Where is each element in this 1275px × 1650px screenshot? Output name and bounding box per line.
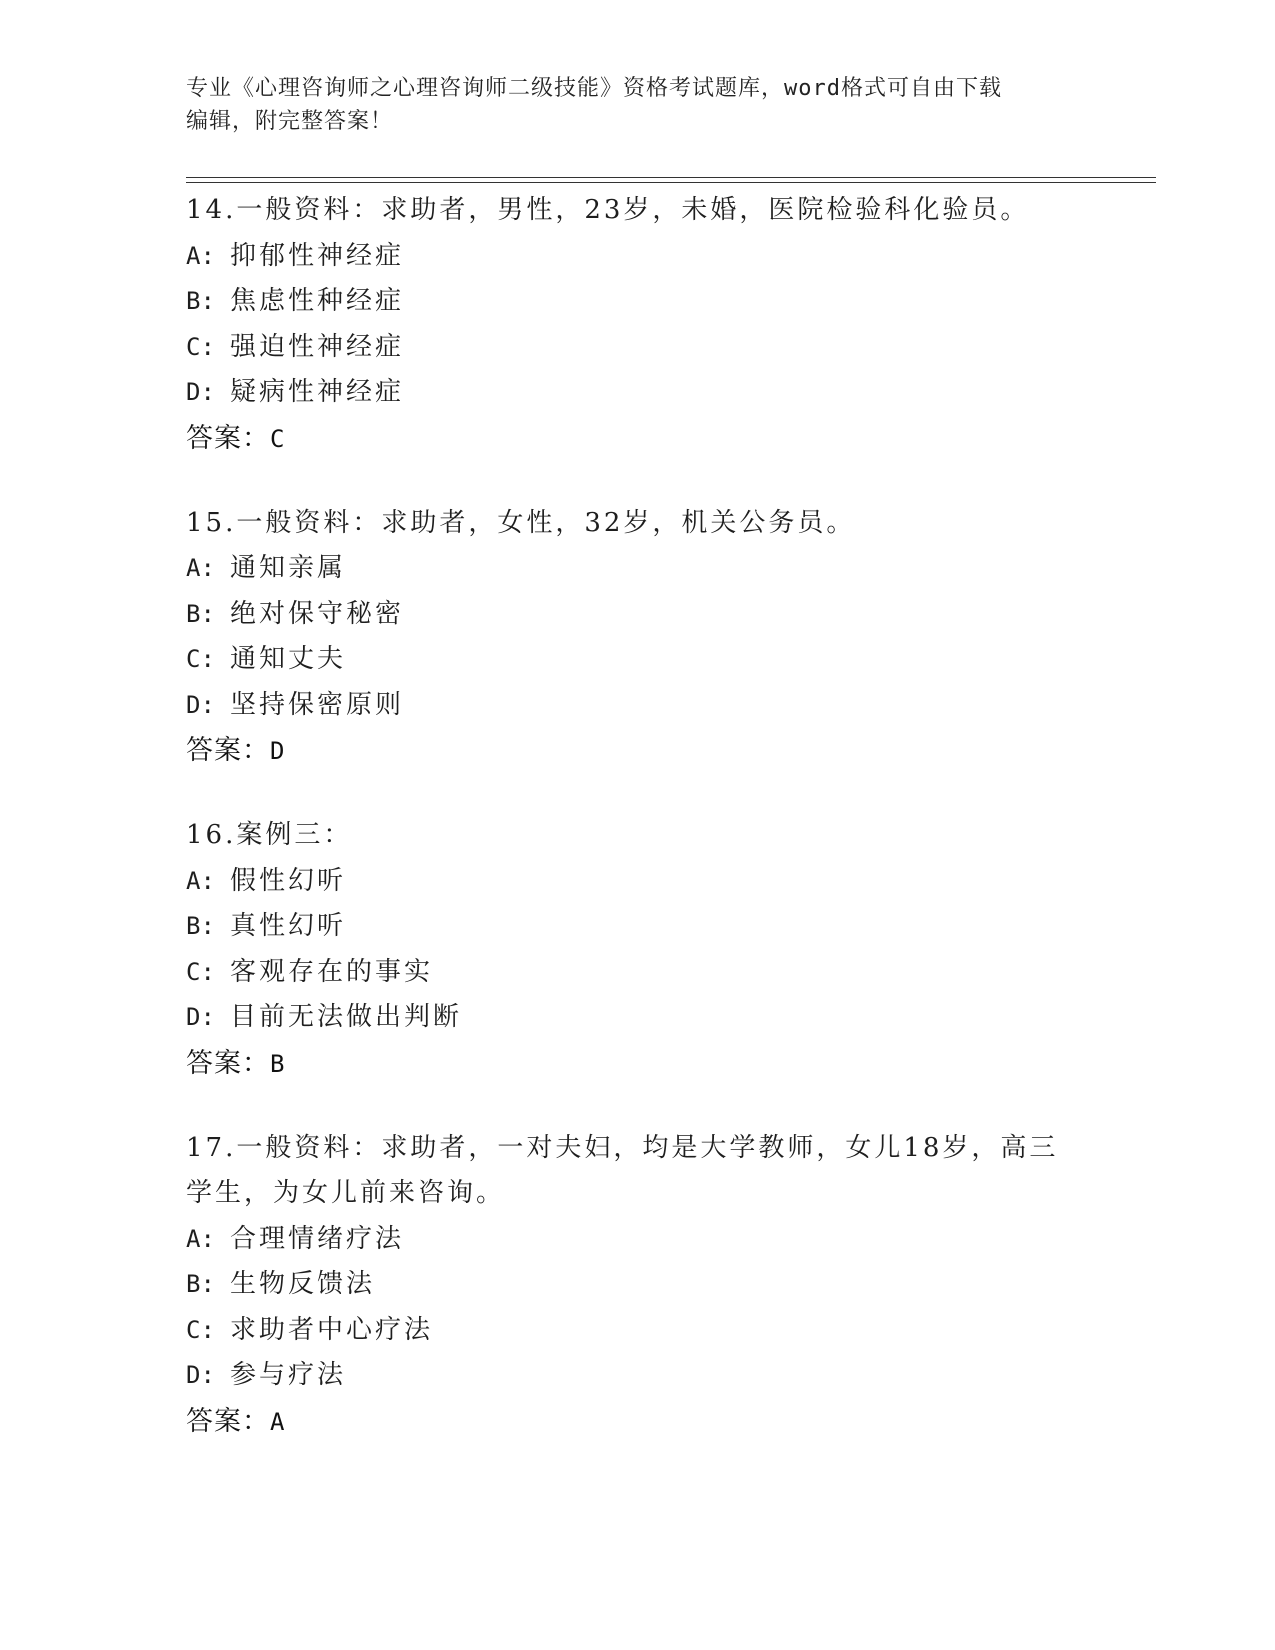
option-letter: B: <box>186 287 215 315</box>
option-letter: D: <box>186 1361 215 1389</box>
option-c <box>186 1308 1086 1354</box>
option-text: 目前无法做出判断 <box>230 1002 463 1032</box>
option-text: 通知丈夫 <box>230 644 347 674</box>
option-letter: C: <box>186 645 215 673</box>
answer-label: 答案： <box>186 1047 270 1079</box>
question-stem: 16.案例三： <box>186 820 353 850</box>
option-a <box>186 1217 1086 1263</box>
question-15 <box>186 501 1086 775</box>
answer-value: C <box>270 424 286 453</box>
option-text: 合理情绪疗法 <box>230 1223 405 1254</box>
option-letter: C: <box>186 957 215 986</box>
option-b <box>186 1262 1086 1308</box>
option-text: 抑郁性神经症 <box>230 240 405 271</box>
option-text: 绝对保守秘密 <box>230 598 405 629</box>
option-text: 生物反馈法 <box>230 1269 376 1299</box>
option-letter: B: <box>186 1270 215 1298</box>
option-text: 假性幻听 <box>230 865 347 896</box>
question-14 <box>186 188 1086 462</box>
answer-line <box>186 1399 1086 1445</box>
question-stem: 15.一般资料：求助者，女性，32岁，机关公务员。 <box>186 507 856 538</box>
header-divider-top <box>186 177 1156 178</box>
option-b <box>186 592 1086 638</box>
option-d <box>186 1353 1086 1399</box>
answer-line <box>186 416 1086 462</box>
option-c <box>186 325 1086 371</box>
option-c <box>186 950 1086 996</box>
option-a <box>186 859 1086 905</box>
question-list <box>186 188 1086 1484</box>
header-divider-bottom <box>186 182 1156 183</box>
option-letter: A: <box>186 241 215 270</box>
option-letter: A: <box>186 866 215 895</box>
header-line-2: 编辑，附完整答案！ <box>186 109 394 134</box>
option-letter: B: <box>186 912 215 940</box>
option-d <box>186 683 1086 729</box>
option-text: 坚持保密原则 <box>230 689 405 720</box>
answer-value: D <box>270 737 286 765</box>
answer-line <box>186 1041 1086 1087</box>
option-text: 客观存在的事实 <box>230 956 434 987</box>
option-d <box>186 995 1086 1041</box>
option-letter: D: <box>186 1003 215 1031</box>
option-letter: A: <box>186 1224 215 1253</box>
option-text: 通知亲属 <box>230 553 347 583</box>
option-c <box>186 637 1086 683</box>
answer-line <box>186 728 1086 774</box>
answer-label: 答案： <box>186 422 270 454</box>
option-letter: D: <box>186 378 215 406</box>
question-stem: 14.一般资料：求助者，男性，23岁，未婚，医院检验科化验员。 <box>186 195 1030 225</box>
answer-label: 答案： <box>186 735 270 766</box>
option-letter: A: <box>186 554 215 582</box>
option-text: 焦虑性种经症 <box>230 286 405 316</box>
option-letter: C: <box>186 1315 215 1344</box>
option-a <box>186 546 1086 592</box>
question-16 <box>186 813 1086 1087</box>
option-d <box>186 370 1086 416</box>
option-text: 真性幻听 <box>230 911 347 941</box>
option-letter: B: <box>186 599 215 628</box>
header-line-1: 专业《心理咨询师之心理咨询师二级技能》资格考试题库，word格式可自由下载 <box>186 76 1002 101</box>
option-text: 参与疗法 <box>230 1360 347 1390</box>
option-a <box>186 234 1086 280</box>
option-text: 求助者中心疗法 <box>230 1314 434 1345</box>
option-letter: D: <box>186 690 215 719</box>
option-text: 疑病性神经症 <box>230 377 405 407</box>
option-b <box>186 904 1086 950</box>
option-b <box>186 279 1086 325</box>
answer-label: 答案： <box>186 1405 270 1437</box>
option-letter: C: <box>186 332 215 361</box>
answer-value: A <box>270 1407 286 1436</box>
question-stem: 17.一般资料：求助者，一对夫妇，均是大学教师，女儿18岁，高三 学生，为女儿前来咨询。 <box>186 1132 1059 1208</box>
document-header <box>186 72 1066 138</box>
question-17 <box>186 1126 1086 1445</box>
option-text: 强迫性神经症 <box>230 331 405 362</box>
answer-value: B <box>270 1049 286 1078</box>
